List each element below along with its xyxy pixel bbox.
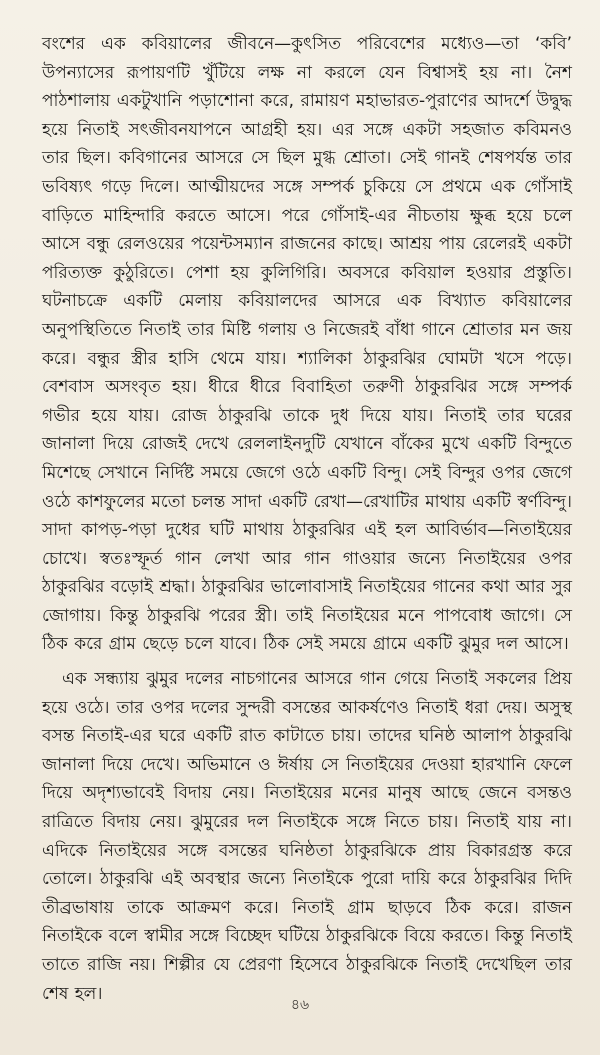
paragraph-2: এক সন্ধ্যায় ঝুমুর দলের নাচগানের আসরে গান গেয়ে নিতাই সকলের প্রিয় হয়ে ওঠে। তার ওপর দলের সুন্দরী বসন্তের আকর্ষণেও নিতাই ধরা দেয়। অসুস্থ বসন্ত নিতাই-এর ঘরে একটি রাত কাটাতে চায়। তাদের ঘনিষ্ঠ আলাপ ঠাকুরঝি জানালা দিয়ে দেখে। অভিমানে ও ঈর্ষায় সে নিতাইয়ের দেওয়া হারখানি ফেলে দিয়ে অদৃশ্যভাবেই বিদায় নেয়। নিতাইয়ের মনের মানুষ আছে জেনে বসন্তও রাত্রিতে বিদায় নেয়। ঝুমুরের দল নিতাইকে সঙ্গে নিতে চায়। নিতাই যায় না। এদিকে নিতাইয়ের সঙ্গে বসন্তের ঘনিষ্ঠতা ঠাকুরঝিকে প্রায় বিকারগ্রস্ত করে তোলে। ঠাকুরঝি এই অবস্থার জন্যে নিতাইকে পুরো দায়ি করে ঠাকুরঝির দিদি তীব্রভাষায় তাকে আক্রমণ করে। নিতাই গ্রাম ছাড়বে ঠিক করে। রাজন নিতাইকে বলে স্বামীর সঙ্গে বিচ্ছেদ ঘটিয়ে ঠাকুরঝিকে বিয়ে করতে। কিন্তু নিতাই তাতে রাজি নয়। শিল্পীর যে প্রেরণা হিসেবে ঠাকুরঝিকে নিতাই দেখেছিল তার শেষ হল। [42, 669, 572, 1004]
paragraph-1: বংশের এক কবিয়ালের জীবনে—কুৎসিত পরিবেশের মধ্যেও—তা ‘কবি’ উপন্যাসের রূপায়ণটি খুঁটিয়ে লক্ষ না করলে যেন বিশ্বাসই হয় না। নৈশ পাঠশালায় একটুখানি পড়াশোনা করে, রামায়ণ মহাভারত-পুরাণের আদর্শে উদ্বুদ্ধ হয়ে নিতাই সৎজীবনযাপনে আগ্রহী হয়। এর সঙ্গে একটা সহজাত কবিমনও তার ছিল। কবিগানের আসরে সে ছিল মুগ্ধ শ্রোতা। সেই গানই শেষপর্যন্ত তার ভবিষ্যৎ গড়ে দিলে। আত্মীয়দের সঙ্গে সম্পর্ক চুকিয়ে সে প্রথমে এক গোঁসাই বাড়িতে মাহিন্দারি করতে আসে। পরে গোঁসাই-এর নীচতায় ক্ষুব্ধ হয়ে চলে আসে বন্ধু রেলওয়ের পয়েন্টসম্যান রাজনের কাছে। আশ্রয় পায় রেলেরই একটা পরিত্যক্ত কুঠুরিতে। পেশা হয় কুলিগিরি। অবসরে কবিয়াল হওয়ার প্রস্তুতি। ঘটনাচক্রে একটি মেলায় কবিয়ালদের আসরে এক বিখ্যাত কবিয়ালের অনুপস্থিতিতে নিতাই তার মিষ্টি গলায় ও নিজেরই বাঁধা গানে শ্রোতার মন জয় করে। বন্ধুর স্ত্রীর হাসি থেমে যায়। শ্যালিকা ঠাকুরঝির ঘোমটা খসে পড়ে। বেশবাস অসংবৃত হয়। ধীরে ধীরে বিবাহিতা তরুণী ঠাকুরঝির সঙ্গে সম্পর্ক গভীর হয়ে যায়। রোজ ঠাকুরঝি তাকে দুধ দিয়ে যায়। নিতাই তার ঘরের জানালা দিয়ে রোজই দেখে রেললাইনদুটি যেখানে বাঁকের মুখে একটি বিন্দুতে মিশেছে সেখানে নির্দিষ্ট সময়ে জেগে ওঠে একটি বিন্দু। সেই বিন্দুর ওপর জেগে ওঠে কাশফুলের মতো চলন্ত সাদা একটি রেখা—রেখাটির মাথায় একটি স্বর্ণবিন্দু। সাদা কাপড়-পড়া দুধের ঘটি মাথায় ঠাকুরঝির এই হল আবির্ভাব—নিতাইয়ের চোখে। স্বতঃস্ফূর্ত গান লেখা আর গান গাওয়ার জন্যে নিতাইয়ের ওপর ঠাকুরঝির বড়োই শ্রদ্ধা। ঠাকুরঝির ভালোবাসাই নিতাইয়ের গানের কথা আর সুর জোগায়। কিন্তু ঠাকুরঝি পরের স্ত্রী। তাই নিতাইয়ের মনে পাপবোধ জাগে। সে ঠিক করে গ্রাম ছেড়ে চলে যাবে। ঠিক সেই সময়ে গ্রামে একটি ঝুমুর দল আসে। [42, 34, 572, 655]
page-number: ৪৬ [290, 997, 310, 1013]
body-text [42, 30, 572, 1008]
